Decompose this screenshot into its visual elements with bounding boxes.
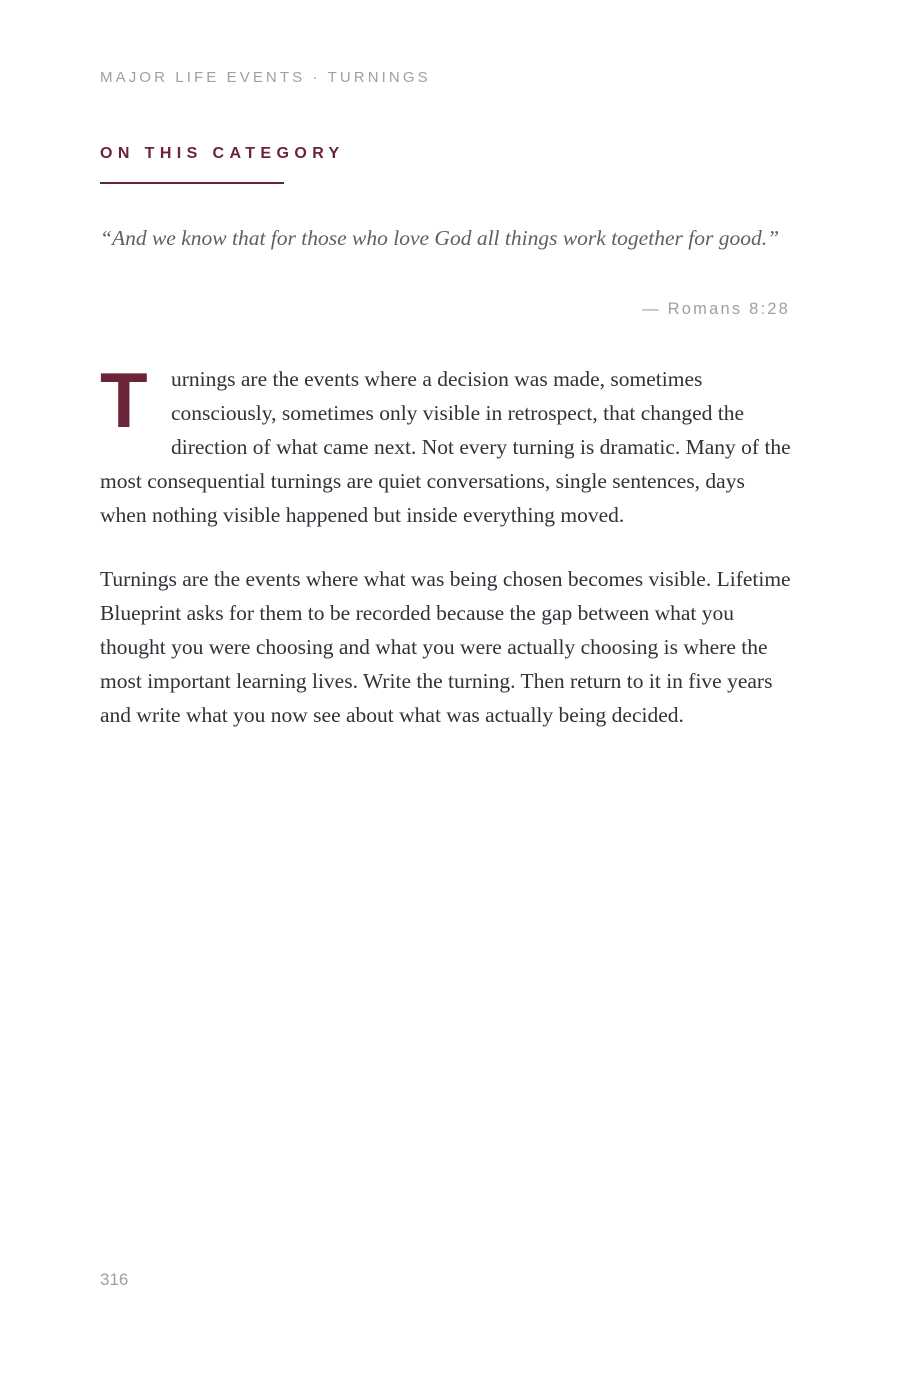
page <box>100 0 792 1378</box>
epigraph-attribution: — Romans 8:28 <box>642 300 790 318</box>
paragraph-2: Turnings are the events where what was being chosen becomes visible. Lifetime Blueprint asks for them to be recorded because the gap between what you thought you were choosing and what you were actually choosing is where the most important learning lives. Write the turning. Then return to it in five years and write what you now see about what was actually being decided. <box>100 567 791 727</box>
epigraph-quote: “And we know that for those who love God all things work together for good.” <box>100 226 780 250</box>
body-text <box>100 356 792 732</box>
section-label: ON THIS CATEGORY <box>100 145 345 162</box>
page-number: 316 <box>100 1270 129 1289</box>
paragraph-1 <box>100 356 792 532</box>
section-divider <box>100 182 284 184</box>
drop-cap: T <box>100 356 148 444</box>
running-head: MAJOR LIFE EVENTS · TURNINGS <box>100 69 431 86</box>
paragraph-1-text: urnings are the events where a decision was made, sometimes consciously, sometimes only visible in retrospect, that changed the direction of what came next. Not every turning is dramatic. Many of the most consequential turnings are quiet conversations, single sentences, days when nothing visible happened but inside everything moved. <box>100 367 791 527</box>
